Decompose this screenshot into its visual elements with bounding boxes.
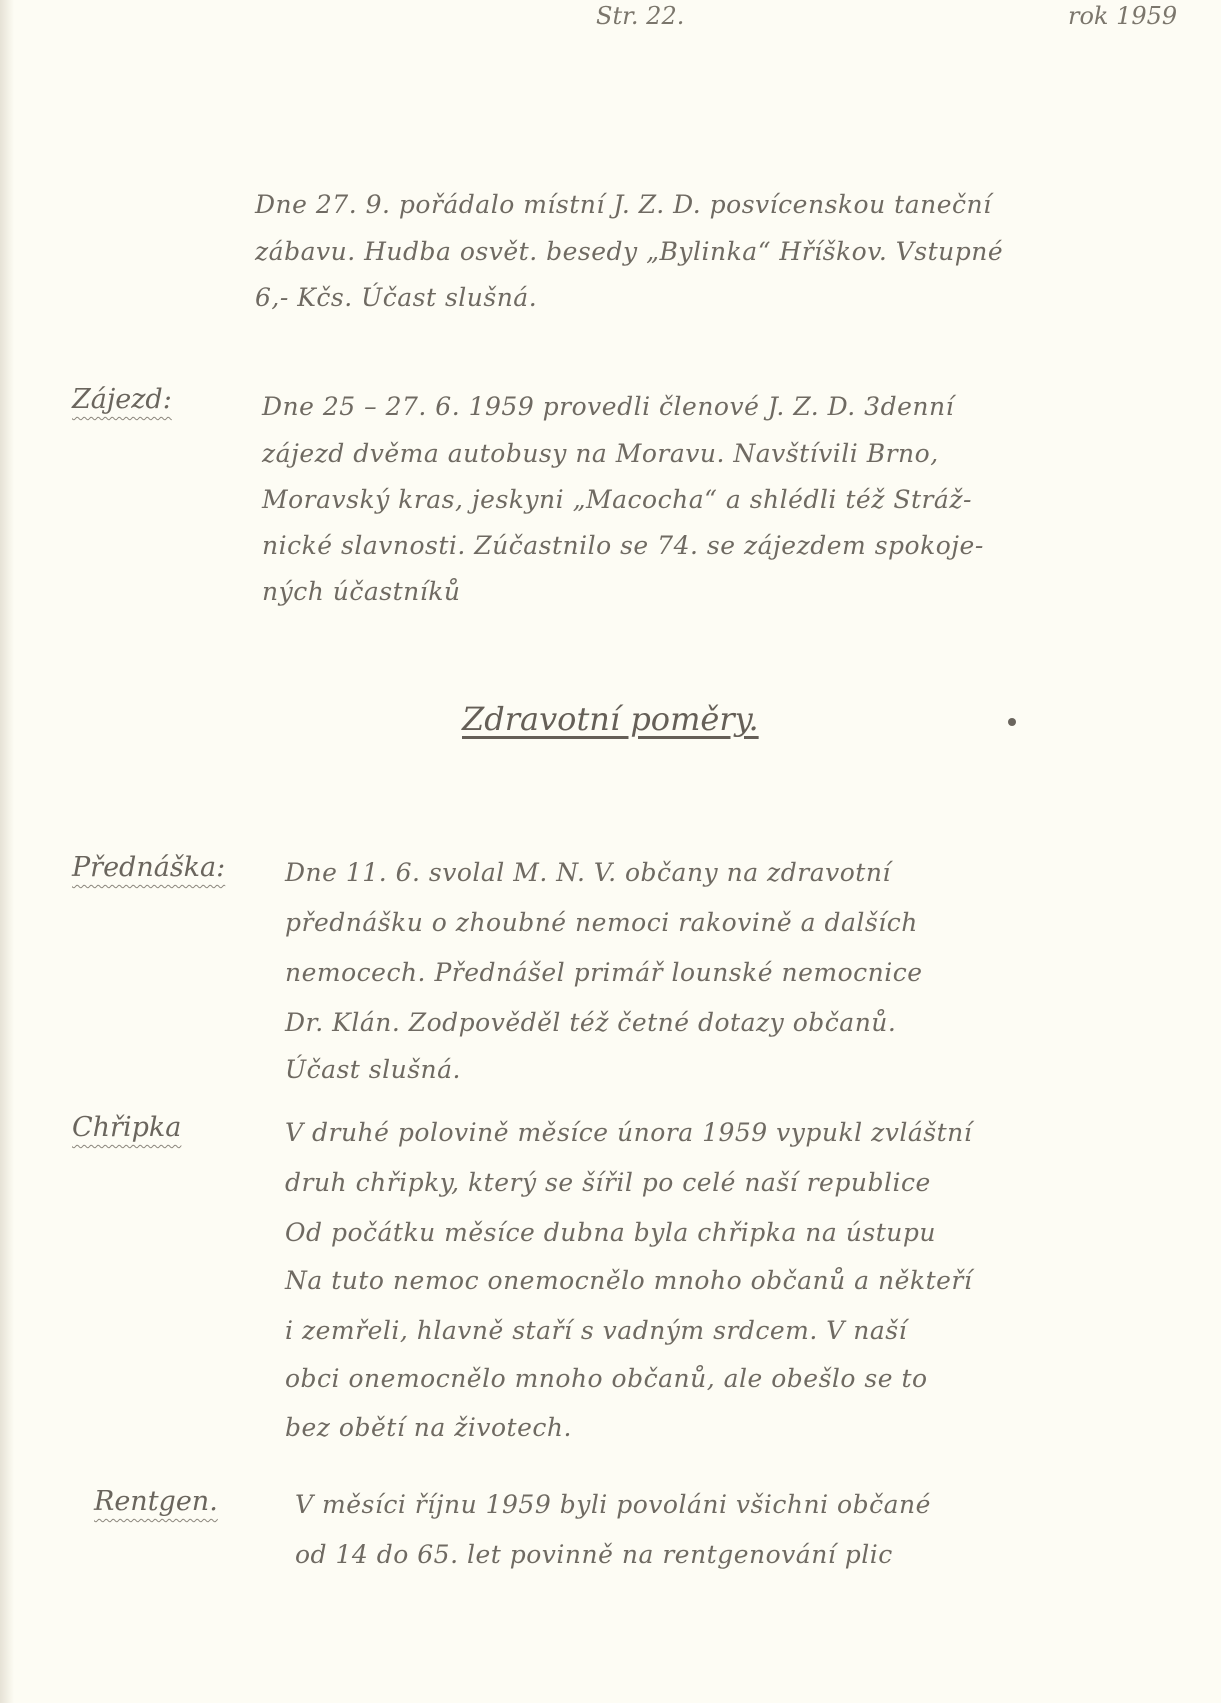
section-heading: Zdravotní poměry.: [462, 700, 759, 738]
chripka-line: druh chřipky, který se šířil po celé naší republice: [285, 1168, 931, 1197]
year-label: rok 1959: [1068, 2, 1178, 30]
margin-label-rentgen: Rentgen.: [94, 1486, 218, 1517]
intro-line: Dne 27. 9. pořádalo místní J. Z. D. posvícenskou taneční: [255, 190, 992, 219]
page-edge: [0, 0, 14, 1703]
chripka-line: i zemřeli, hlavně staří s vadným srdcem. V naší: [285, 1316, 908, 1345]
intro-line: 6,- Kčs. Účast slušná.: [255, 283, 538, 312]
intro-line: zábavu. Hudba osvět. besedy „Bylinka“ Hříškov. Vstupné: [255, 237, 1004, 266]
chripka-line: V druhé polovině měsíce února 1959 vypukl zvláštní: [285, 1118, 973, 1147]
page-number: Str. 22.: [596, 2, 685, 30]
zajezd-line: zájezd dvěma autobusy na Moravu. Navštívili Brno,: [262, 439, 939, 468]
prednaska-line: nemocech. Přednášel primář lounské nemocnice: [285, 958, 923, 987]
margin-label-prednaska: Přednáška:: [72, 852, 226, 883]
margin-label-zajezd: Zájezd:: [72, 384, 172, 415]
chripka-line: bez obětí na životech.: [285, 1413, 572, 1442]
zajezd-line: ných účastníků: [262, 577, 461, 606]
prednaska-line: přednášku o zhoubné nemoci rakovině a dalších: [285, 908, 918, 937]
zajezd-line: nické slavnosti. Zúčastnilo se 74. se zájezdem spokoje-: [262, 531, 984, 560]
zajezd-line: Moravský kras, jeskyni „Macocha“ a shlédli též Stráž-: [262, 485, 972, 514]
chripka-line: obci onemocnělo mnoho občanů, ale obešlo se to: [285, 1364, 928, 1393]
chripka-line: Od počátku měsíce dubna byla chřipka na ústupu: [285, 1218, 936, 1247]
zajezd-line: Dne 25 – 27. 6. 1959 provedli členové J. Z. D. 3denní: [262, 392, 955, 421]
prednaska-line: Dne 11. 6. svolal M. N. V. občany na zdravotní: [285, 858, 891, 887]
chripka-line: Na tuto nemoc onemocnělo mnoho občanů a někteří: [285, 1266, 973, 1295]
prednaska-line: Dr. Klán. Zodpověděl též četné dotazy občanů.: [285, 1008, 897, 1037]
ink-dot: [1008, 718, 1016, 726]
prednaska-line: Účast slušná.: [285, 1055, 462, 1084]
rentgen-line: V měsíci říjnu 1959 byli povoláni všichni občané: [295, 1490, 931, 1519]
rentgen-line: od 14 do 65. let povinně na rentgenování plic: [295, 1540, 893, 1569]
margin-label-chripka: Chřipka: [72, 1112, 182, 1143]
